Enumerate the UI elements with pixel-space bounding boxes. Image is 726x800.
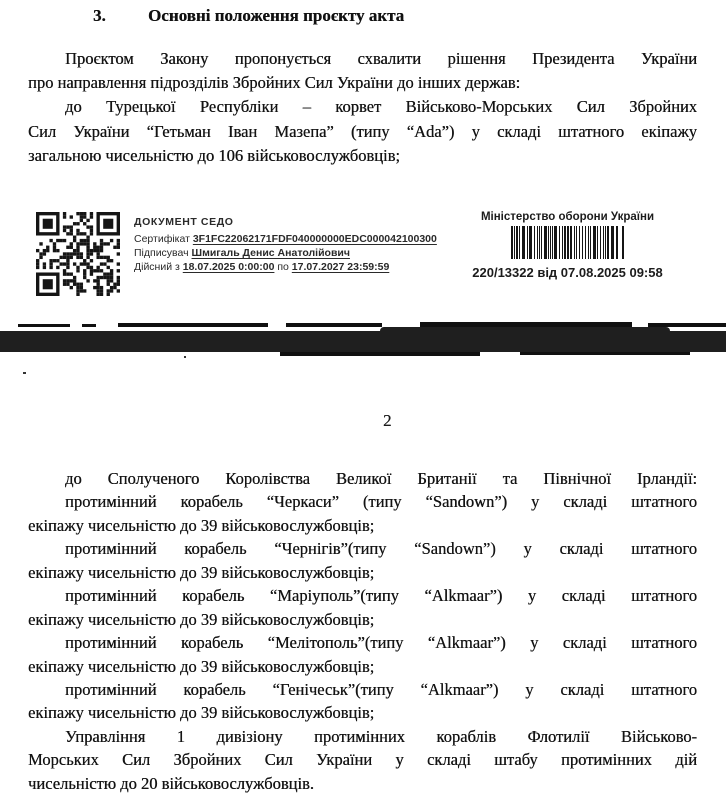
body-line: до Сполученого Королівства Великої Британії та Північної Ірландії: — [65, 469, 697, 488]
body-line: протимінний корабель “Мелітополь”(типу “Alkmaar”) у складі штатного — [65, 633, 697, 653]
body-line: екіпажу чисельністю до 39 військовослужбовців; — [28, 515, 375, 535]
body-line: протимінний корабель “Маріуполь”(типу “Alkmaar”) у складі штатного — [65, 586, 697, 606]
certificate-row — [134, 232, 437, 246]
validity-row — [134, 260, 437, 274]
body-line: екіпажу чисельністю до 39 військовослужбовців; — [28, 609, 375, 629]
certificate-label: Сертифікат — [134, 233, 190, 245]
mou-stamp — [470, 211, 665, 280]
page-number: 2 — [383, 411, 392, 430]
body-line: протимінний корабель “Генічеськ”(типу “Alkmaar”) у складі штатного — [65, 679, 697, 699]
barcode — [511, 226, 625, 259]
body-line: Управління 1 дивізіону протимінних кораблів Флотилії Військово- — [65, 726, 697, 746]
valid-from: 18.07.2025 0:00:00 — [182, 261, 275, 273]
body-line: до Турецької Республіки – корвет Військово-Морських Сил Збройних — [65, 97, 697, 117]
body-line: екіпажу чисельністю до 39 військовослужбовців; — [28, 656, 375, 676]
certificate-value: 3F1FC22062171FDF040000000EDC000042100300 — [192, 233, 437, 245]
body-line: загальною чисельністю до 106 військовослужбовців; — [28, 145, 400, 165]
signer-row — [134, 246, 437, 260]
body-line: протимінний корабель “Чернігів”(типу “Sandown”) у складі штатного — [65, 539, 697, 559]
registration-number: 220/13322 від 07.08.2025 09:58 — [472, 265, 663, 280]
heading-title: Основні положення проєкту акта — [148, 6, 405, 25]
page2-body — [28, 467, 697, 795]
body-line: екіпажу чисельністю до 39 військовослужбовців; — [28, 562, 375, 582]
validity-conjunction: по — [277, 261, 289, 273]
valid-to: 17.07.2027 23:59:59 — [291, 261, 390, 273]
validity-label: Дійсний з — [134, 261, 180, 273]
page1-body — [28, 47, 697, 168]
sedo-stamp — [134, 215, 437, 274]
body-line: Сил України “Гетьман Іван Мазепа” (типу “Ada”) у складі штатного екіпажу — [28, 121, 697, 141]
section-heading — [93, 6, 404, 26]
body-line: Морських Сил Збройних Сил України у складі штабу протимінних дій — [28, 750, 697, 770]
signer-value: Шмигаль Денис Анатолійович — [191, 247, 350, 259]
qr-code — [35, 212, 121, 296]
body-line: чисельністю до 20 військовослужбовців. — [28, 773, 314, 793]
body-line: протимінний корабель “Черкаси” (типу “Sandown”) у складі штатного — [65, 492, 697, 512]
signer-label: Підписувач — [134, 247, 189, 259]
mou-title: Міністерство оборони України — [480, 211, 655, 223]
sedo-title: ДОКУМЕНТ СЕДО — [134, 216, 234, 228]
body-line: екіпажу чисельністю до 39 військовослужбовців; — [28, 703, 375, 723]
heading-number: 3. — [93, 6, 106, 25]
body-line: про направлення підрозділів Збройних Сил України до інших держав: — [28, 73, 521, 93]
body-line: Проєктом Закону пропонується схвалити рішення Президента України — [65, 49, 697, 68]
